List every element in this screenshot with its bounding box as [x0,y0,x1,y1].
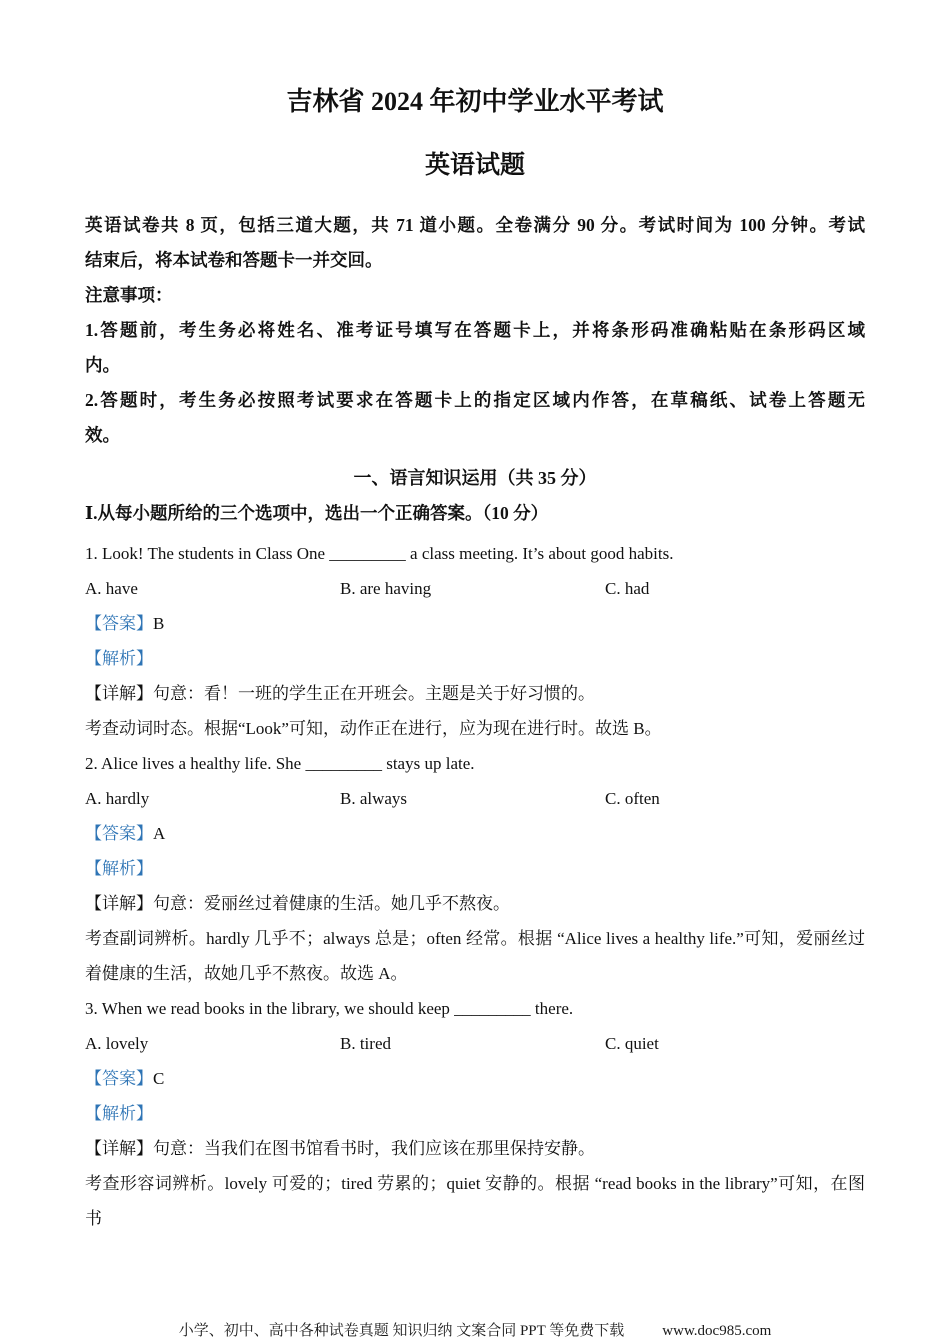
question-3-option-a: A. lovely [85,1034,149,1053]
analysis-label: 【解析】 [85,859,153,878]
question-3-stem: 3. When we read books in the library, we should keep _________ there. [85,999,574,1018]
question-3-analysis-line [85,1096,865,1131]
footer-site-url: www.doc985.com [662,1323,772,1339]
question-3-explanation-line-1: 考查形容词辨析。lovely 可爱的；tired 劳累的；quiet 安静的。根据 “read books in the library”可知，在图书 [85,1174,865,1228]
analysis-label: 【解析】 [85,1104,153,1123]
question-3-option-b: B. tired [340,1034,391,1053]
question-2-explanation-line-2: 着健康的生活，故她几乎不熬夜。故选 A。 [85,964,408,983]
question-2-options-row [85,781,865,816]
question-2-analysis-line [85,851,865,886]
document-title: 吉林省 2024 年初中学业水平考试 [286,87,664,116]
question-2-explanation-line-1: 考查副词辨析。hardly 几乎不；always 总是；often 经常。根据 “Alice lives a healthy life.”可知，爱丽丝过 [85,929,865,948]
notice-1-line-1: 1.答题前，考生务必将姓名、准考证号填写在答题卡上，并将条形码准确粘贴在条形码区域 [85,320,865,340]
part-heading: Ⅰ.从每小题所给的三个选项中，选出一个正确答案。（10 分） [85,503,549,523]
question-3-answer-line [85,1061,865,1096]
question-2-option-a: A. hardly [85,789,150,808]
question-1-option-c: C. had [605,579,650,598]
section-heading: 一、语言知识运用（共 35 分） [353,468,597,488]
notice-2-line-1: 2.答题时，考生务必按照考试要求在答题卡上的指定区域内作答，在草稿纸、试卷上答题无 [85,390,865,410]
question-1-explanation-line-1: 考查动词时态。根据“Look”可知，动作正在进行，应为现在进行时。故选 B。 [85,719,662,738]
question-1-option-b: B. are having [340,579,432,598]
page-footer [0,1321,950,1341]
document-body [85,208,865,1228]
question-3-detail-line: 【详解】句意：当我们在图书馆看书时，我们应该在那里保持安静。 [85,1139,595,1158]
question-2-option-c: C. often [605,789,660,808]
intro-line-2: 结束后，将本试卷和答题卡一并交回。 [85,250,383,270]
document-subtitle: 英语试题 [424,152,525,179]
question-2-option-b: B. always [340,789,408,808]
answer-label: 【答案】 [85,1069,153,1088]
question-2-stem: 2. Alice lives a healthy life. She _________ stays up late. [85,754,475,773]
analysis-label: 【解析】 [85,649,153,668]
footer-promo-text: 小学、初中、高中各种试卷真题 知识归纳 文案合同 PPT 等免费下载 [178,1323,625,1339]
question-1-analysis-line [85,641,865,676]
intro-line-1: 英语试卷共 8 页，包括三道大题，共 71 道小题。全卷满分 90 分。考试时间为 100 分钟。考试 [85,215,865,235]
notice-title: 注意事项： [85,285,173,305]
question-1-detail-line: 【详解】句意：看！一班的学生正在开班会。主题是关于好习惯的。 [85,684,595,703]
notice-2-line-2: 效。 [85,425,120,445]
question-3-option-c: C. quiet [605,1034,659,1053]
question-1-answer-line [85,606,865,641]
question-2-detail-line: 【详解】句意：爱丽丝过着健康的生活。她几乎不熬夜。 [85,894,510,913]
notice-1-line-2: 内。 [85,355,120,375]
question-1-answer-value: B [153,614,165,633]
question-1-option-a: A. have [85,579,138,598]
question-1-stem: 1. Look! The students in Class One _________ a class meeting. It’s about good habits. [85,544,674,563]
question-3-options-row [85,1026,865,1061]
question-2-answer-value: A [153,824,166,843]
answer-label: 【答案】 [85,824,153,843]
question-2-answer-line [85,816,865,851]
question-1-options-row [85,571,865,606]
question-3-answer-value: C [153,1069,165,1088]
answer-label: 【答案】 [85,614,153,633]
